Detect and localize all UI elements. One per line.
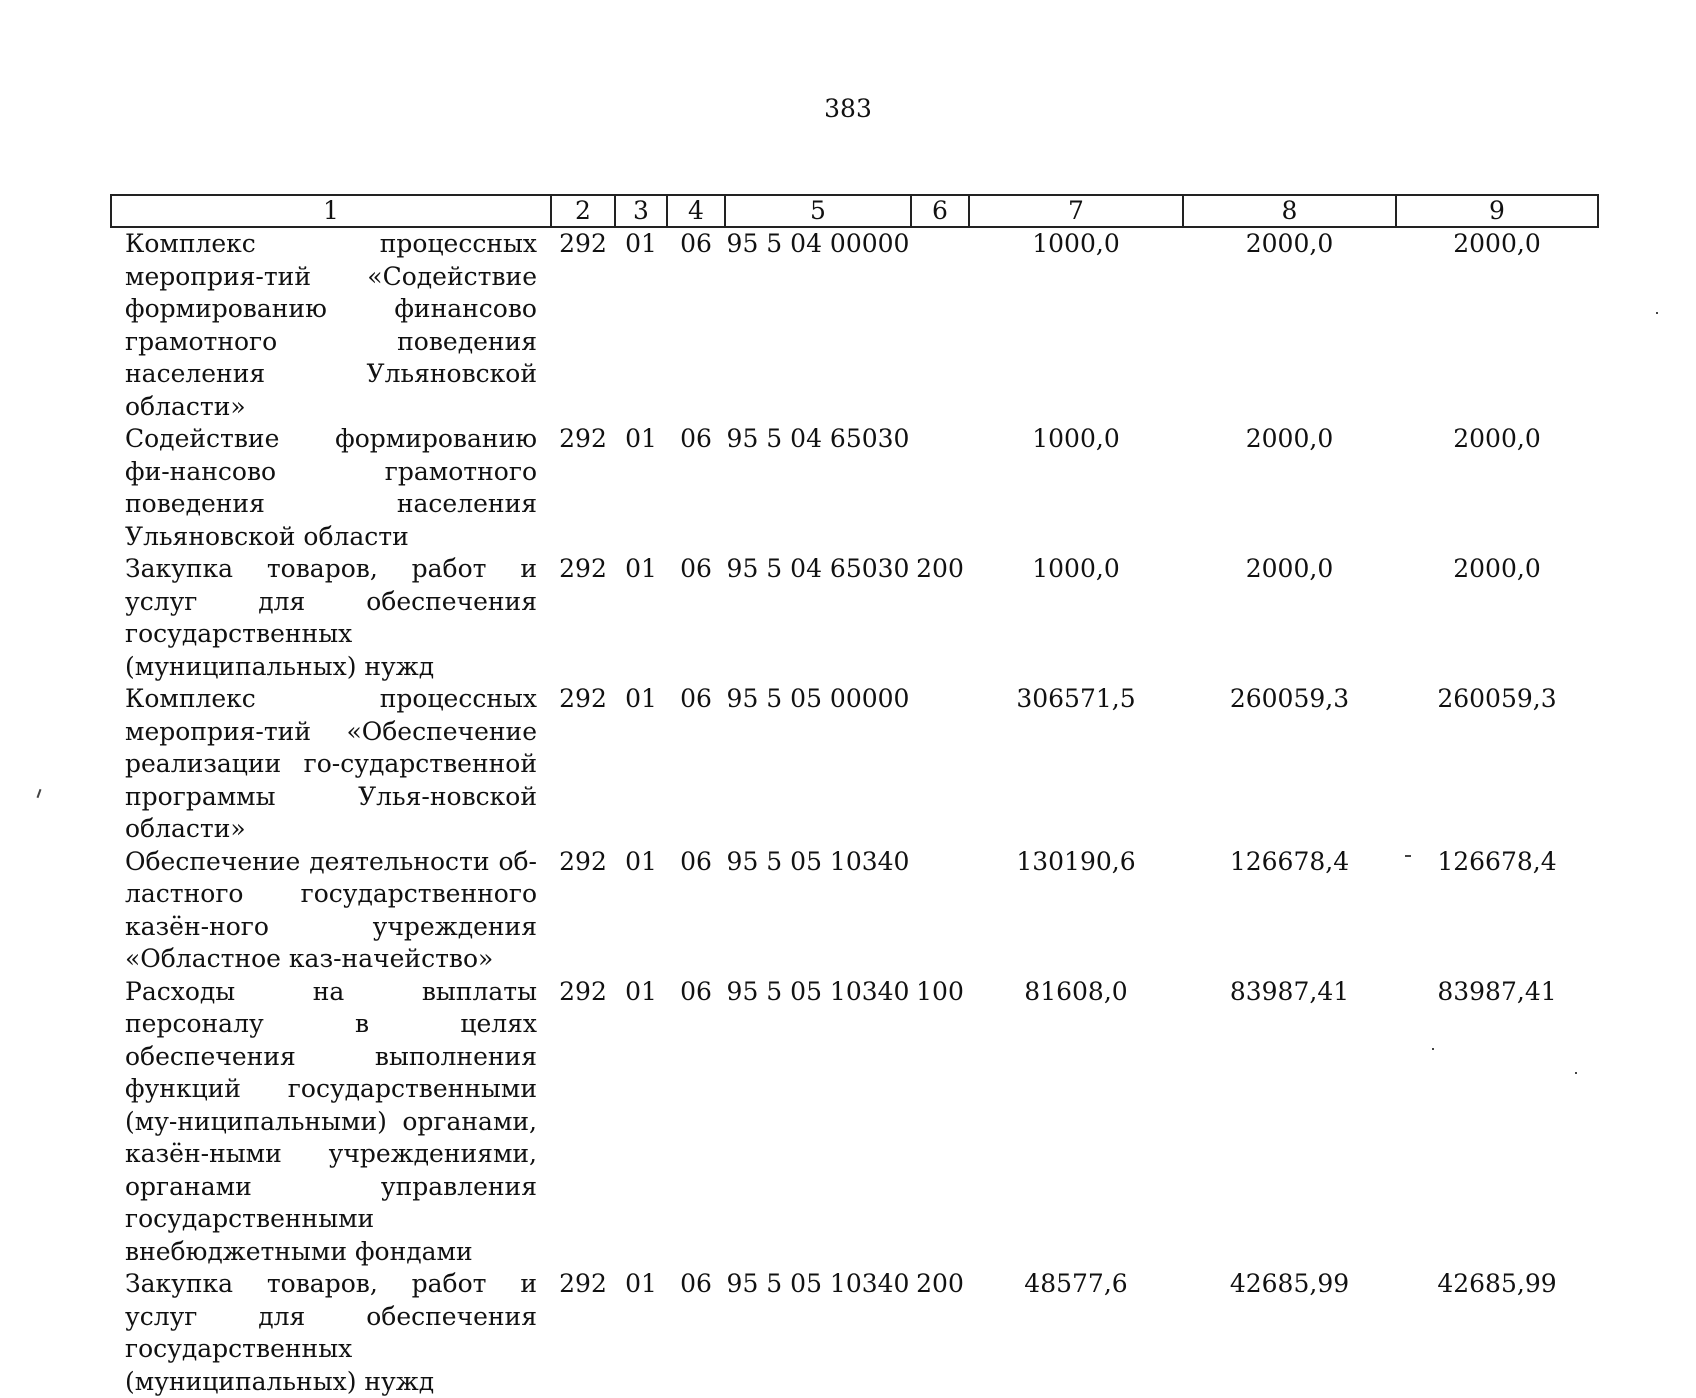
subsection-code: 06 — [680, 554, 712, 583]
section-code: 01 — [625, 1269, 657, 1298]
amount-col-9: 260059,3 — [1437, 684, 1557, 713]
column-header-2: 2 — [551, 195, 615, 227]
subsection-code: 06 — [680, 1269, 712, 1298]
row-name: Комплекс процессных мероприя-тий «Обеспечение реализации го-сударственной программы Улья-новской области» — [125, 684, 537, 843]
row-name: Закупка товаров, работ и услуг для обеспечения государственных (муниципальных) нужд — [125, 1269, 537, 1396]
ministry-code: 292 — [559, 684, 607, 713]
table-row — [111, 227, 1598, 423]
ministry-code: 292 — [559, 976, 607, 1006]
amount-col-9: 2000,0 — [1453, 554, 1541, 583]
target-article: 95 5 04 00000 — [726, 229, 910, 258]
amount-col-7: 130190,6 — [1016, 846, 1136, 876]
scan-speck — [37, 789, 42, 798]
column-header-8: 8 — [1183, 195, 1396, 227]
column-header-7: 7 — [969, 195, 1183, 227]
target-article: 95 5 05 00000 — [726, 684, 910, 713]
table-row — [111, 553, 1598, 683]
row-name: Закупка товаров, работ и услуг для обеспечения государственных (муниципальных) нужд — [125, 554, 537, 681]
header-row — [111, 195, 1598, 227]
row-name: Комплекс процессных мероприя-тий «Содействие формированию финансово грамотного поведения населения Ульяновской области» — [125, 229, 537, 421]
amount-col-8: 2000,0 — [1245, 229, 1334, 258]
ministry-code: 292 — [559, 1269, 607, 1298]
column-header-1: 1 — [111, 195, 551, 227]
table-row — [111, 846, 1598, 976]
column-header-4: 4 — [667, 195, 725, 227]
expense-type: 100 — [916, 976, 964, 1006]
amount-col-9: 83987,41 — [1437, 976, 1557, 1006]
table-body — [111, 227, 1598, 1398]
table-row — [111, 423, 1598, 553]
amount-col-8: 126678,4 — [1229, 846, 1350, 876]
amount-col-8: 83987,41 — [1229, 976, 1350, 1006]
section-code: 01 — [625, 684, 657, 713]
amount-col-7: 1000,0 — [1032, 554, 1120, 583]
table-row — [111, 976, 1598, 1269]
amount-col-9: 2000,0 — [1453, 424, 1541, 453]
table-row — [111, 683, 1598, 846]
amount-col-7: 81608,0 — [1024, 976, 1128, 1006]
amount-col-8: 42685,99 — [1229, 1269, 1350, 1298]
section-code: 01 — [625, 554, 657, 583]
row-name: Обеспечение деятельности об-ластного государственного казён-ного учреждения «Областное каз-начейство» — [125, 846, 537, 973]
expense-type — [911, 227, 969, 423]
amount-col-9: 126678,4 — [1437, 846, 1557, 876]
page-number: 383 — [824, 94, 872, 123]
section-code: 01 — [625, 976, 657, 1006]
expense-type: 200 — [916, 554, 964, 583]
subsection-code: 06 — [680, 424, 712, 453]
scan-speck — [1432, 1048, 1434, 1050]
scan-speck — [1575, 1072, 1577, 1074]
amount-col-9: 42685,99 — [1437, 1269, 1557, 1298]
amount-col-7: 306571,5 — [1016, 684, 1136, 713]
amount-col-7: 1000,0 — [1032, 229, 1120, 258]
amount-col-7: 1000,0 — [1032, 424, 1120, 453]
ministry-code: 292 — [559, 229, 607, 258]
expense-type — [911, 846, 969, 976]
expense-type — [911, 423, 969, 553]
target-article: 95 5 04 65030 — [726, 554, 910, 583]
section-code: 01 — [625, 424, 657, 453]
subsection-code: 06 — [680, 846, 712, 876]
target-article: 95 5 05 10340 — [726, 976, 910, 1006]
subsection-code: 06 — [680, 684, 712, 713]
column-header-9: 9 — [1396, 195, 1598, 227]
subsection-code: 06 — [680, 976, 712, 1006]
amount-col-9: 2000,0 — [1453, 229, 1541, 258]
budget-table — [110, 194, 1599, 1398]
ministry-code: 292 — [559, 554, 607, 583]
target-article: 95 5 04 65030 — [726, 424, 910, 453]
column-header-5: 5 — [725, 195, 911, 227]
column-header-6: 6 — [911, 195, 969, 227]
row-name: Расходы на выплаты персоналу в целях обеспечения выполнения функций государственными (му-ниципальными) органами, казён-ными учреждениями, органами управления государственными внебюджетными фондами — [125, 976, 537, 1266]
column-header-3: 3 — [615, 195, 667, 227]
expense-type: 200 — [916, 1269, 964, 1298]
table-header — [111, 195, 1598, 227]
amount-col-8: 260059,3 — [1229, 684, 1350, 713]
ministry-code: 292 — [559, 424, 607, 453]
section-code: 01 — [625, 846, 657, 876]
row-name: Содействие формированию фи-нансово грамотного поведения населения Ульяновской области — [125, 424, 537, 551]
table-row — [111, 1268, 1598, 1398]
section-code: 01 — [625, 229, 657, 258]
amount-col-8: 2000,0 — [1245, 424, 1334, 453]
ministry-code: 292 — [559, 846, 607, 876]
subsection-code: 06 — [680, 229, 712, 258]
amount-col-8: 2000,0 — [1245, 554, 1334, 583]
target-article: 95 5 05 10340 — [726, 1269, 910, 1298]
scan-speck — [1656, 312, 1658, 314]
target-article: 95 5 05 10340 — [726, 846, 910, 876]
expense-type — [911, 683, 969, 846]
scan-speck — [1405, 855, 1411, 857]
amount-col-7: 48577,6 — [1024, 1269, 1128, 1298]
